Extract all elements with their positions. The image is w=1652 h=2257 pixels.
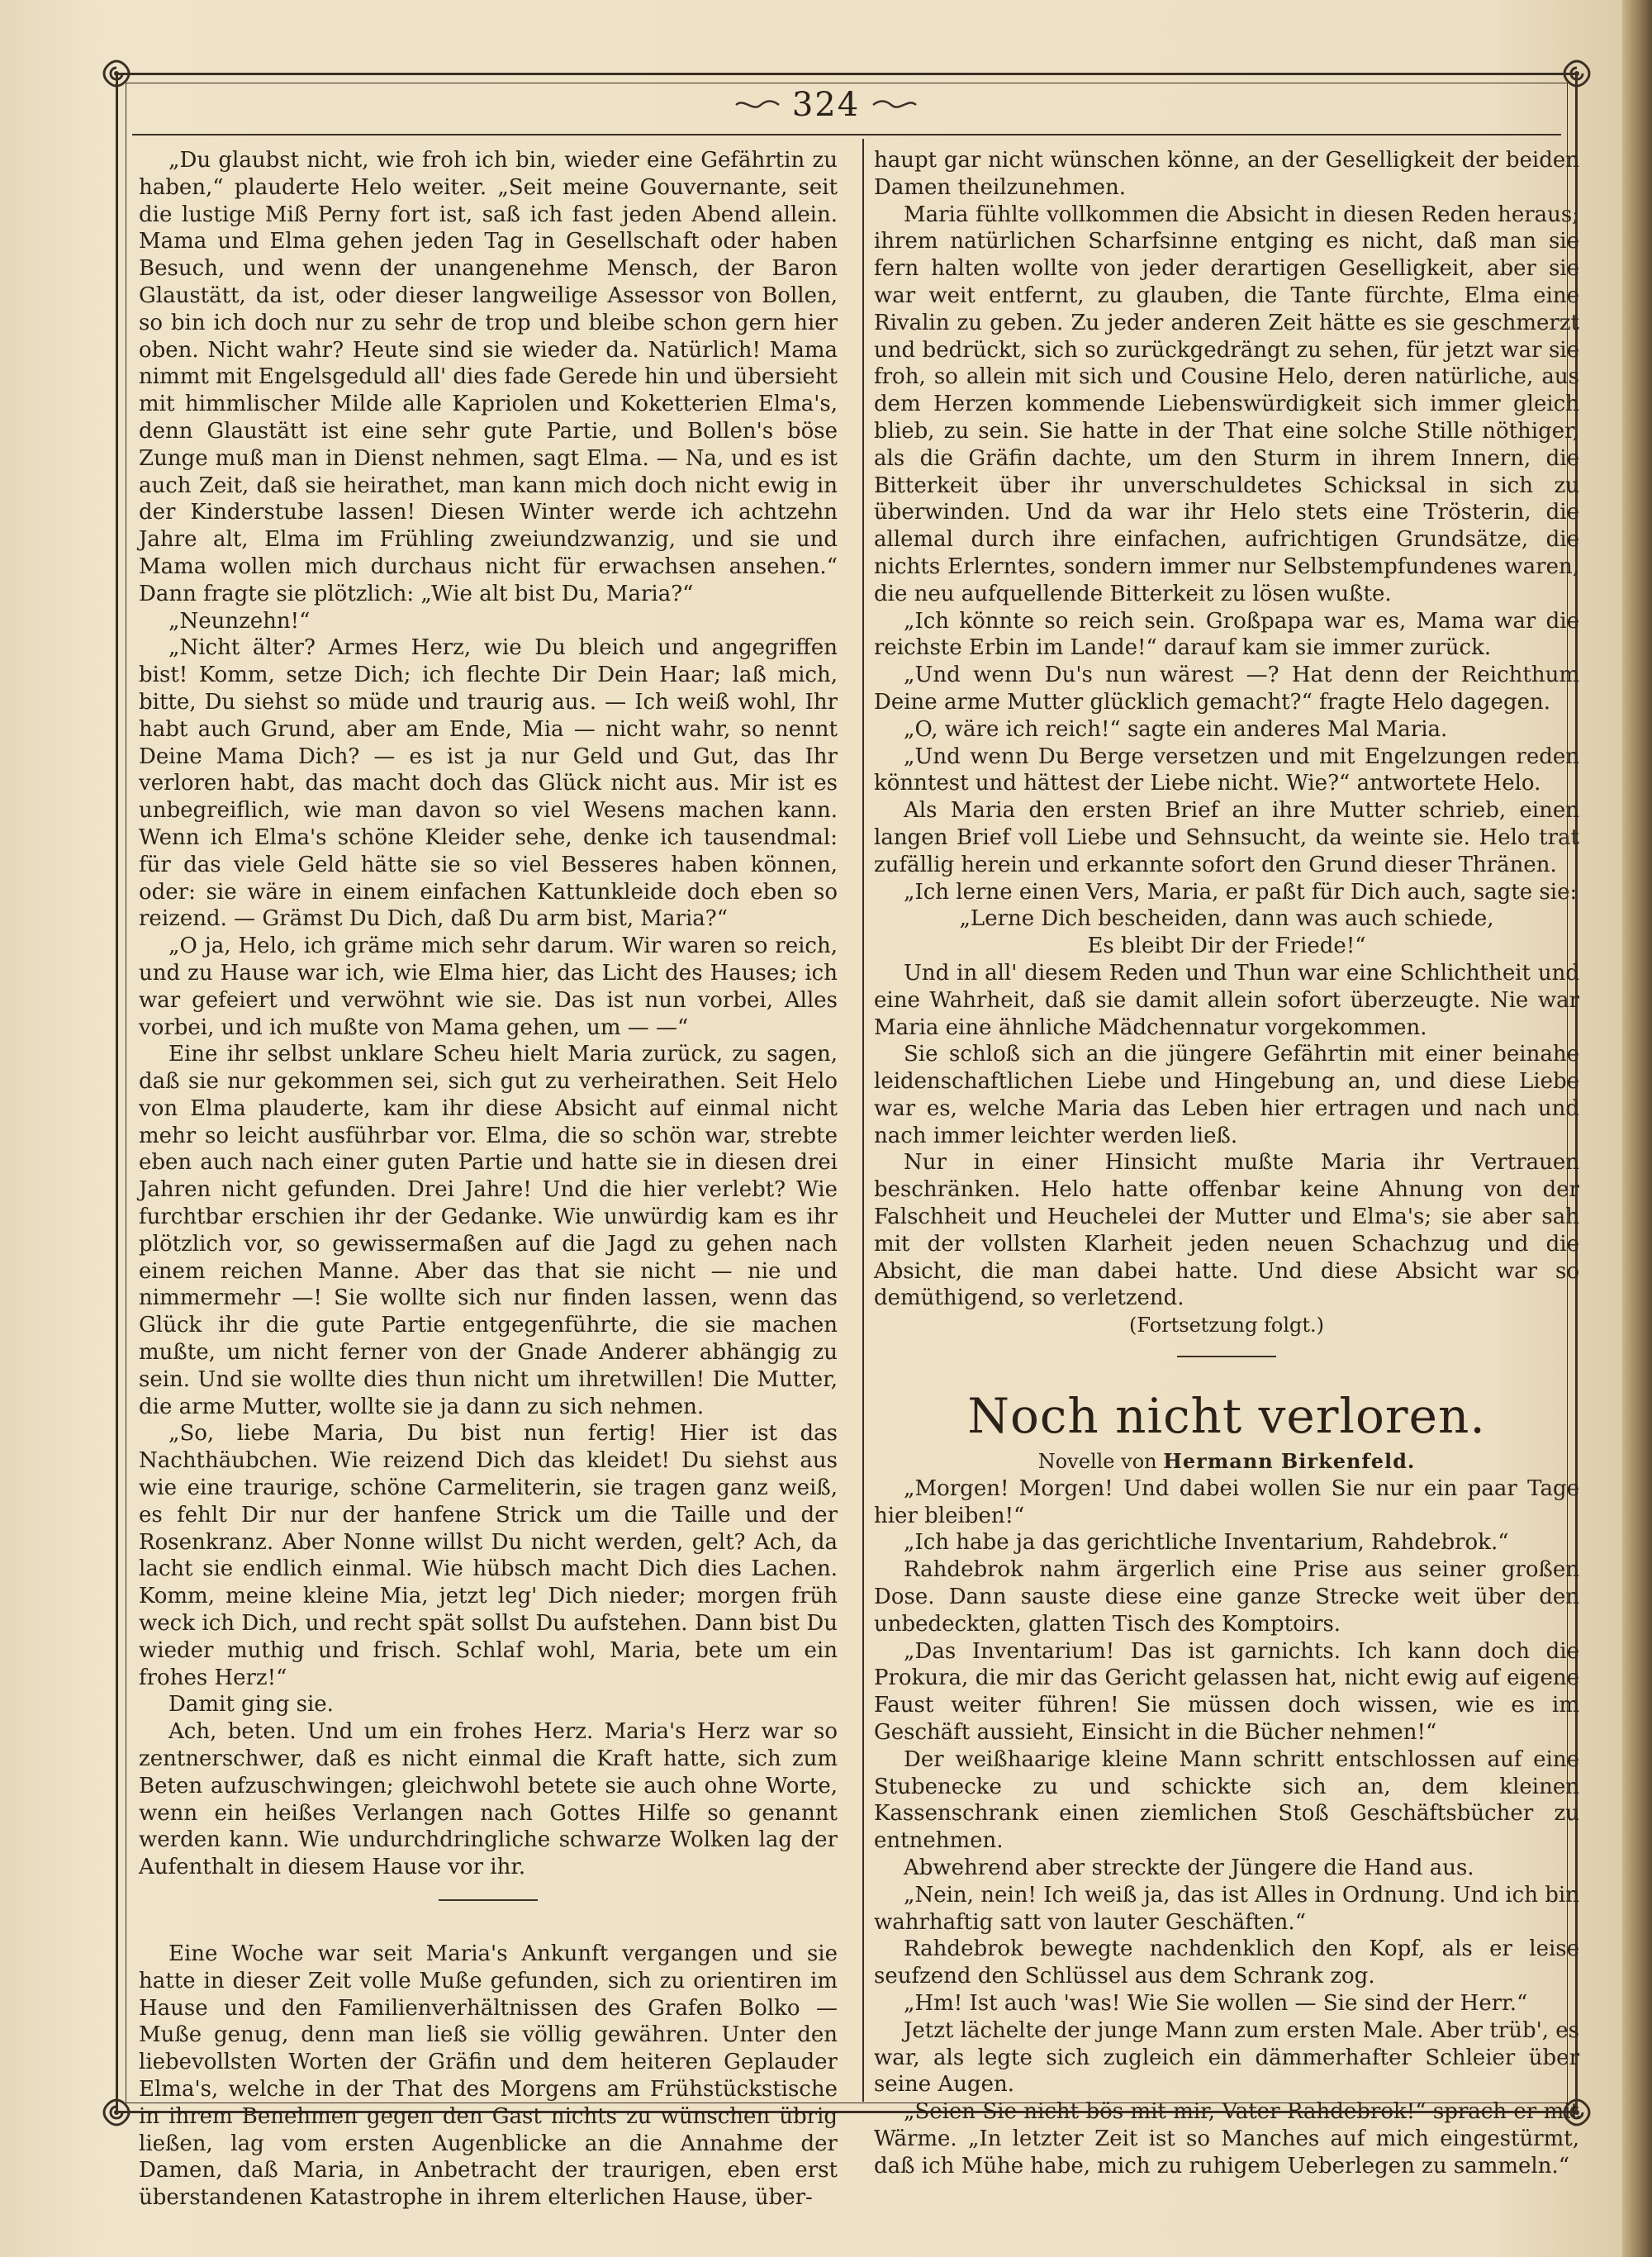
verse-line: Es bleibt Dir der Friede!“ — [1087, 934, 1366, 959]
paragraph: „O, wäre ich reich!“ sagte ein anderes Mal Maria. — [904, 716, 1448, 742]
paragraph-continuation: haupt gar nicht wünschen könne, an der Geselligkeit der beiden Damen theilzunehmen. — [874, 148, 1579, 200]
paragraph: „Und wenn Du's nun wärest —? Hat denn der Reichthum Deine arme Mutter glücklich gemacht?“ fragte Helo dagegen. — [874, 663, 1579, 715]
byline-prefix: Novelle von — [1037, 1450, 1157, 1474]
paragraph: Rahdebrok nahm ärgerlich eine Prise aus seiner großen Dose. Dann sauste diese eine ganze Strecke weit über den unbedeckten, glatten Tisch des Komptoirs. — [874, 1557, 1579, 1637]
page-header — [0, 86, 1652, 124]
verse-line: „Lerne Dich bescheiden, dann was auch schiede, — [959, 906, 1494, 932]
novella-title: Noch nicht verloren. — [967, 1388, 1486, 1445]
paragraph: Maria fühlte vollkommen die Absicht in diesen Reden heraus; ihrem natürlichen Scharfsinne entging es nicht, daß man sie fern halten wollte von jeder derartigen Geselligkeit, aber sie war weit entfernt, zu glauben, die Tante fürchte, Elma eine Rivalin zu geben. Zu jeder anderen Zeit hätte es sie geschmerzt und bedrückt, sich so zurückgedrängt zu sehen, für jetzt war sie froh, so allein mit sich und Cousine Helo, deren natürliche, aus dem Herzen kommende Liebenswürdigkeit sich immer gleich blieb, zu sein. Sie hatte in der That eine solche Stille nöthiger, als die Gräfin dachte, um den Sturm in ihrem Innern, die Bitterkeit über ihr unverschuldetes Schicksal in sich zu überwinden. Und da war ihr Helo stets eine Trösterin, die allemal durch ihre einfachen, aufrichtigen Grundsätze, die nichts Erlerntes, sondern immer nur Selbstempfundenes waren, die neu aufquellende Bitterkeit zu lösen wußte. — [874, 202, 1579, 606]
paragraph: „Das Inventarium! Das ist garnichts. Ich kann doch die Prokura, die mir das Gericht gelassen hat, nicht ewig auf eigene Faust weiter führen! Sie müssen doch wissen, wie es im Geschäft aussieht, Einsicht in die Bücher nehmen!“ — [874, 1638, 1579, 1746]
paragraph: Damit ging sie. — [169, 1692, 334, 1718]
paragraph: Eine ihr selbst unklare Scheu hielt Maria zurück, zu sagen, daß sie nur gekommen sei, sich gut zu verheirathen. Seit Helo von Elma plauderte, kam ihr diese Absicht auf einmal nicht mehr so leicht ausführbar vor. Elma, die so schön war, strebte eben auch nach einer guten Partie und hatte sie in diesen drei Jahren nicht gefunden. Drei Jahre! Und die hier verlebt? Wie furchtbar erschien ihr der Gedanke. Wie unwürdig kam es ihr plötzlich vor, so gewissermaßen auf die Jagd zu gehen nach einem reichen Manne. Aber das that sie nicht — nie und nimmermehr —! Sie wollte sich nur finden lassen, wenn das Glück ihr die gute Partie entgegenführte, die sie machen mußte, um nicht ferner von der Gnade Anderer abhängig zu sein. Und sie wollte dies thun nicht um ihretwillen! Die Mutter, die arme Mutter, wollte sie ja dann zu sich nehmen. — [139, 1042, 838, 1419]
paragraph: „Nein, nein! Ich weiß ja, das ist Alles in Ordnung. Und ich bin wahrhaftig satt von lauter Geschäften.“ — [874, 1882, 1579, 1935]
paragraph: „Neunzehn!“ — [169, 608, 311, 634]
paragraph: Eine Woche war seit Maria's Ankunft vergangen und sie hatte in dieser Zeit volle Muße gefunden, sich zu orientiren im Hause und den Familienverhältnissen des Grafen Bolko — Muße genug, denn man ließ sie völlig gewähren. Unter den liebevollsten Worten der Gräfin und dem heiteren Geplauder Elma's, welche in der That des Morgens am Frühstückstische in ihrem Benehmen gegen den Gast nichts zu wünschen übrig ließen, lag vom ersten Augenblicke an die Annahme der Damen, daß Maria, in Anbetracht der traurigen, eben erst überstandenen Katastrophe in ihrem elterlichen Hause, über- — [139, 1941, 838, 2211]
paragraph: Ach, beten. Und um ein frohes Herz. Maria's Herz war so zentnerschwer, daß es nicht einmal die Kraft hatte, sich zum Beten aufzuschwingen; gleichwohl betete sie auch ohne Worte, wenn ein heißes Verlangen nach Gottes Hilfe so genannt werden kann. Wie undurchdringliche schwarze Wolken lag der Aufenthalt in diesem Hause vor ihr. — [139, 1719, 838, 1880]
flourish-right-icon — [871, 97, 918, 112]
continuation-note: (Fortsetzung folgt.) — [1129, 1314, 1324, 1338]
paragraph: „Ich lerne einen Vers, Maria, er paßt für Dich auch, sagte sie: — [904, 879, 1578, 905]
book-spine — [1622, 0, 1652, 2257]
paragraph: „O ja, Helo, ich gräme mich sehr darum. Wir waren so reich, und zu Hause war ich, wie Elma hier, das Licht des Hauses; ich war gefeiert und verwöhnt wie sie. Das ist nun vorbei, Alles vorbei, und ich mußte von Mama gehen, um — —“ — [139, 934, 838, 1040]
column-divider — [862, 139, 864, 2102]
byline — [874, 1448, 1579, 1475]
left-column — [139, 147, 838, 2211]
paragraph: Nur in einer Hinsicht mußte Maria ihr Vertrauen beschränken. Helo hatte offenbar keine Ahnung von der Falschheit und Heuchelei der Mutter und Elma's; sie aber sah mit der vollsten Klarheit jeden neuen Schachzug und die Absicht, die man dabei hatte. Und diese Absicht war so demüthigend, so verletzend. — [874, 1150, 1579, 1311]
paragraph: Abwehrend aber streckte der Jüngere die Hand aus. — [904, 1855, 1474, 1881]
paragraph: Sie schloß sich an die jüngere Gefährtin mit einer beinahe leidenschaftlichen Liebe und Hingebung an, und diese Liebe war es, welche Maria das Leben hier ertragen und nach und nach immer leichter werden ließ. — [874, 1042, 1579, 1148]
paragraph: Als Maria den ersten Brief an ihre Mutter schrieb, einen langen Brief voll Liebe und Sehnsucht, da weinte sie. Helo trat zufällig herein und erkannte sofort den Grund dieser Thränen. — [874, 798, 1579, 877]
page-number: 324 — [791, 86, 861, 124]
byline-author: Hermann Birkenfeld. — [1163, 1449, 1416, 1474]
section-separator — [1177, 1356, 1276, 1357]
paragraph: Jetzt lächelte der junge Mann zum ersten Male. Aber trüb', es war, als legte sich zugleich ein dämmerhafter Schleier über seine Augen. — [874, 2017, 1579, 2098]
paragraph: Rahdebrok bewegte nachdenklich den Kopf, als er leise seufzend den Schlüssel aus dem Schrank zog. — [874, 1936, 1579, 1989]
paragraph: „So, liebe Maria, Du bist nun fertig! Hier ist das Nachthäubchen. Wie reizend Dich das kleidet! Du siehst aus wie eine traurige, schöne Carmeliterin, sie tragen ganz weiß, es fehlt Dir nur der hanfene Strick um die Taille und der Rosenkranz. Aber Nonne willst Du nicht werden, gelt? Ach, da lacht sie endlich einmal. Wie hübsch macht Dich dies Lachen. Komm, meine kleine Mia, jetzt leg' Dich nieder; morgen früh weck ich Dich, und recht spät sollst Du aufstehen. Dann bist Du wieder muthig und frisch. Schlaf wohl, Maria, bete um ein frohes Herz!“ — [139, 1421, 838, 1690]
header-rule — [132, 134, 1561, 135]
paragraph: Der weißhaarige kleine Mann schritt entschlossen auf eine Stubenecke zu und schickte sich an, dem kleinen Kassenschrank einen ziemlichen Stoß Geschäftsbücher zu entnehmen. — [874, 1746, 1579, 1854]
page-number-block — [734, 86, 918, 124]
paragraph: „Du glaubst nicht, wie froh ich bin, wieder eine Gefährtin zu haben,“ plauderte Helo weiter. „Seit meine Gouvernante, seit die lustige Miß Perny fort ist, saß ich fast jeden Abend allein. Mama und Elma gehen jeden Tag in Gesellschaft oder haben Besuch, und wenn der unangenehme Mensch, der Baron Glaustätt, da ist, oder dieser langweilige Assessor von Bollen, so bin ich doch nur zu sehr de trop und bleibe schon gern hier oben. Nicht wahr? Heute sind sie wieder da. Natürlich! Mama nimmt mit Engelsgeduld all' dies fade Gerede hin und übersieht mit himmlischer Milde alle Kapriolen und Koketterien Elma's, denn Glaustätt ist eine sehr gute Partie, und Bollen's böse Zunge muß man in Dienst nehmen, sagt Elma. — Na, und es ist auch Zeit, daß sie heirathet, man kann mich doch nicht ewig in der Kinderstube lassen! Diesen Winter werde ich achtzehn Jahre alt, Elma im Frühling zweiundzwanzig, und sie und Mama wollen mich durchaus nicht für erwachsen ansehen.“ Dann fragte sie plötzlich: „Wie alt bist Du, Maria?“ — [139, 148, 838, 606]
paragraph: „Seien Sie nicht bös mit mir, Vater Rahdebrok!“ sprach er mit Wärme. „In letzter Zeit ist so Manches auf mich eingestürmt, daß ich Mühe habe, mich zu ruhigem Ueberlegen zu sammeln.“ — [874, 2099, 1579, 2179]
right-column — [874, 147, 1579, 2179]
section-separator — [439, 1899, 538, 1901]
paragraph: „Morgen! Morgen! Und dabei wollen Sie nur ein paar Tage hier bleiben!“ — [874, 1475, 1579, 1528]
paragraph: „Und wenn Du Berge versetzen und mit Engelzungen reden könntest und hättest der Liebe nicht. Wie?“ antwortete Helo. — [874, 744, 1579, 796]
paragraph: „Hm! Ist auch 'was! Wie Sie wollen — Sie sind der Herr.“ — [904, 1991, 1528, 2016]
paragraph: „Nicht älter? Armes Herz, wie Du bleich und angegriffen bist! Komm, setze Dich; ich flechte Dir Dein Haar; laß mich, bitte, Du siehst so müde und traurig aus. — Ich weiß wohl, Ihr habt auch Grund, aber am Ende, Mia — nicht wahr, so nennt Deine Mama Dich? — es ist ja nur Geld und Gut, das Ihr verloren habt, das macht doch das Glück nicht aus. Mir ist es unbegreiflich, wie man davon so viel Wesens machen kann. Wenn ich Elma's schöne Kleider sehe, denke ich tausendmal: für das viele Geld hätte sie so viel Besseres haben können, oder: sie wäre in einem einfachen Kattunkleide doch eben so reizend. — Grämst Du Dich, daß Du arm bist, Maria?“ — [139, 635, 838, 932]
paragraph: Und in all' diesem Reden und Thun war eine Schlichtheit und eine Wahrheit, daß sie damit allein sofort überzeugte. Nie war Maria eine ähnliche Mädchennatur vorgekommen. — [874, 960, 1579, 1040]
paragraph: „Ich habe ja das gerichtliche Inventarium, Rahdebrok.“ — [904, 1530, 1509, 1556]
flourish-left-icon — [734, 97, 781, 112]
corner-ornament-icon — [97, 2093, 135, 2131]
paragraph: „Ich könnte so reich sein. Großpapa war es, Mama war die reichste Erbin im Lande!“ darauf kam sie immer zurück. — [874, 608, 1579, 661]
